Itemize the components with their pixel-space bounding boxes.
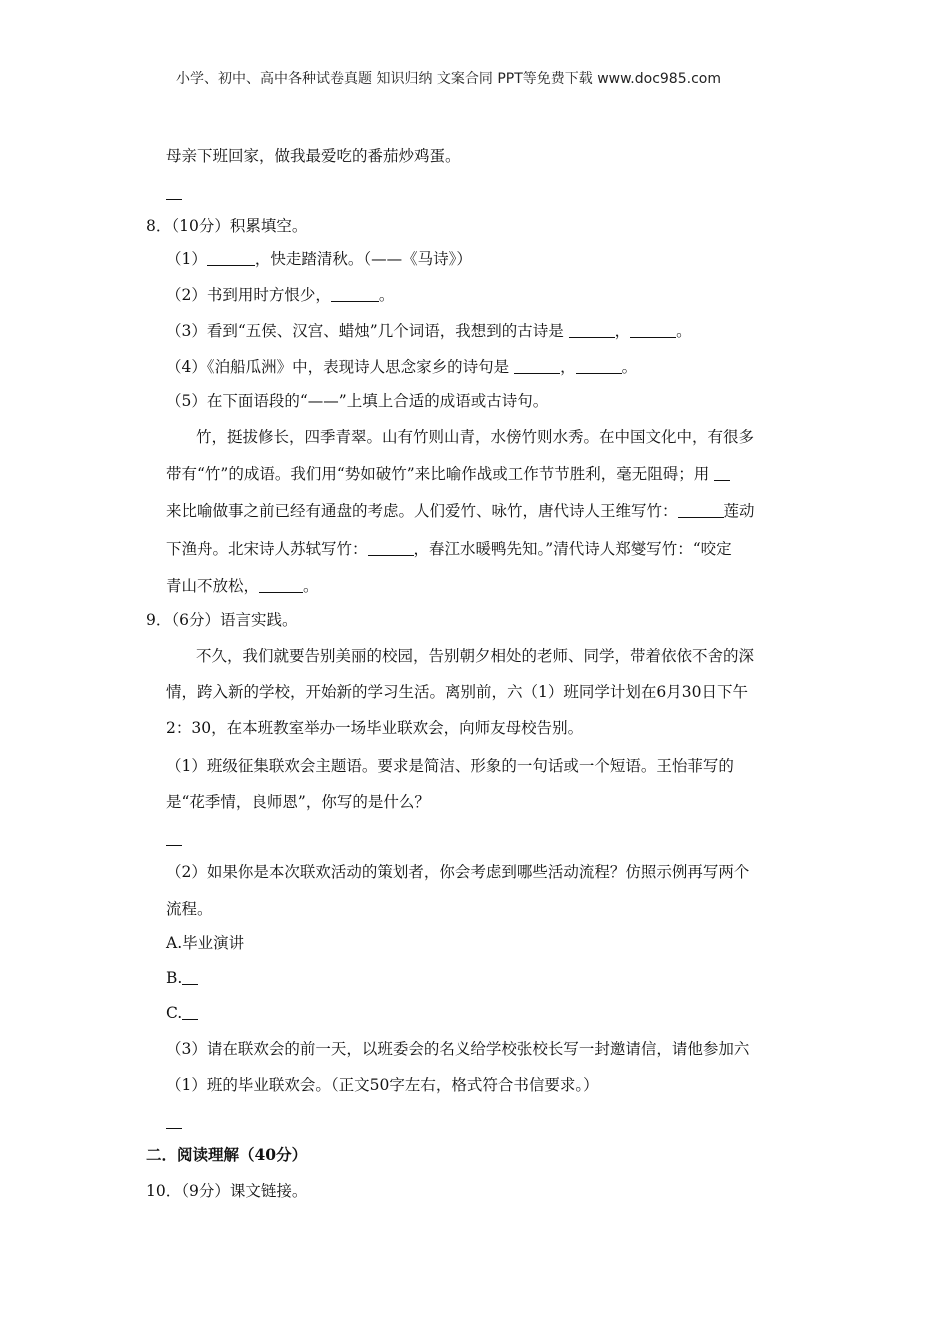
item-text: 。 [303, 577, 319, 595]
item-text: ，春江水暖鸭先知。”清代诗人郑燮写竹：“咬定 [413, 540, 732, 558]
question-9-3-cont: （1）班的毕业联欢会。（正文50字左右，格式符合书信要求。） [166, 1076, 599, 1094]
fill-blank[interactable] [182, 1018, 198, 1020]
fill-blank[interactable] [576, 372, 622, 374]
option-c [166, 1002, 198, 1024]
answer-line[interactable] [166, 845, 182, 846]
question-8-title: 8．（10分）积累填空。 [146, 217, 308, 235]
fill-blank[interactable] [714, 479, 730, 481]
item-text: ， [614, 322, 631, 340]
item-text: （2）书到用时方恨少， [166, 286, 331, 304]
question-8-2 [166, 284, 394, 306]
item-text: 。 [621, 358, 638, 376]
fill-blank[interactable] [514, 372, 560, 374]
fill-blank[interactable] [630, 336, 676, 338]
option-b [166, 967, 198, 989]
item-text: （4）《泊船瓜洲》中，表现诗人思念家乡的诗句是 [166, 358, 510, 376]
paragraph-line: 不久，我们就要告别美丽的校园，告别朝夕相处的老师、同学，带着依依不舍的深 [196, 647, 755, 665]
paragraph-line: 2：30，在本班教室举办一场毕业联欢会，向师友母校告别。 [166, 719, 584, 737]
paragraph-line [166, 538, 732, 560]
item-text: 来比喻做事之前已经有通盘的考虑。人们爱竹、咏竹，唐代诗人王维写竹： [166, 502, 678, 520]
paragraph-line [166, 575, 319, 597]
question-8-3 [166, 320, 692, 342]
question-9-1-cont: 是“花季情，良师恩”，你写的是什么？ [166, 793, 430, 811]
fill-blank[interactable] [368, 554, 414, 556]
item-text: ， [560, 358, 576, 376]
question-9-3: （3）请在联欢会的前一天，以班委会的名义给学校张校长写一封邀请信，请他参加六 [166, 1040, 750, 1058]
item-text: ，快走踏清秋。（——《马诗》） [254, 250, 472, 268]
paragraph-line [166, 500, 755, 522]
item-label: （1） [166, 250, 207, 268]
fill-blank[interactable] [182, 983, 198, 985]
question-8-4 [166, 356, 637, 378]
fill-blank[interactable] [207, 264, 255, 266]
question-9-2: （2）如果你是本次联欢活动的策划者，你会考虑到哪些活动流程？仿照示例再写两个 [166, 863, 750, 881]
question-9-2-cont: 流程。 [166, 900, 213, 918]
question-8-1 [166, 248, 472, 270]
page-header: 小学、初中、高中各种试卷真题 知识归纳 文案合同 PPT等免费下载 www.doc985.com [176, 71, 721, 87]
answer-text: 母亲下班回家，做我最爱吃的番茄炒鸡蛋。 [166, 147, 461, 165]
question-9-title: 9．（6分）语言实践。 [146, 611, 298, 629]
item-text: 下渔舟。北宋诗人苏轼写竹： [166, 540, 368, 558]
question-9-1: （1）班级征集联欢会主题语。要求是简洁、形象的一句话或一个短语。王怡菲写的 [166, 757, 734, 775]
paragraph-line: 竹，挺拔修长，四季青翠。山有竹则山青，水傍竹则水秀。在中国文化中，有很多 [196, 428, 755, 446]
option-a: A.毕业演讲 [166, 934, 245, 952]
fill-blank[interactable] [678, 516, 724, 518]
fill-blank[interactable] [569, 336, 615, 338]
item-text: 青山不放松， [166, 577, 260, 595]
section-2-title: 二．阅读理解（40分） [146, 1145, 308, 1164]
item-text: 。 [378, 286, 395, 304]
answer-line [166, 199, 182, 200]
item-text: 。 [676, 322, 692, 340]
option-label: C. [166, 1004, 183, 1022]
item-text: 带有“竹”的成语。我们用“势如破竹”来比喻作战或工作节节胜利，毫无阻碍；用 [166, 465, 710, 483]
item-text: 莲动 [723, 502, 755, 520]
paragraph-line: 情，跨入新的学校，开始新的学习生活。离别前，六（1）班同学计划在6月30日下午 [166, 683, 748, 701]
question-10-title: 10．（9分）课文链接。 [146, 1182, 308, 1200]
answer-line[interactable] [166, 1128, 182, 1129]
fill-blank[interactable] [331, 300, 379, 302]
question-8-5: （5）在下面语段的“——”上填上合适的成语或古诗句。 [166, 392, 549, 410]
paragraph-line [166, 463, 730, 485]
item-text: （3）看到“五侯、汉宫、蜡烛”几个词语，我想到的古诗是 [166, 322, 564, 340]
fill-blank[interactable] [259, 591, 303, 593]
option-label: B. [166, 969, 183, 987]
